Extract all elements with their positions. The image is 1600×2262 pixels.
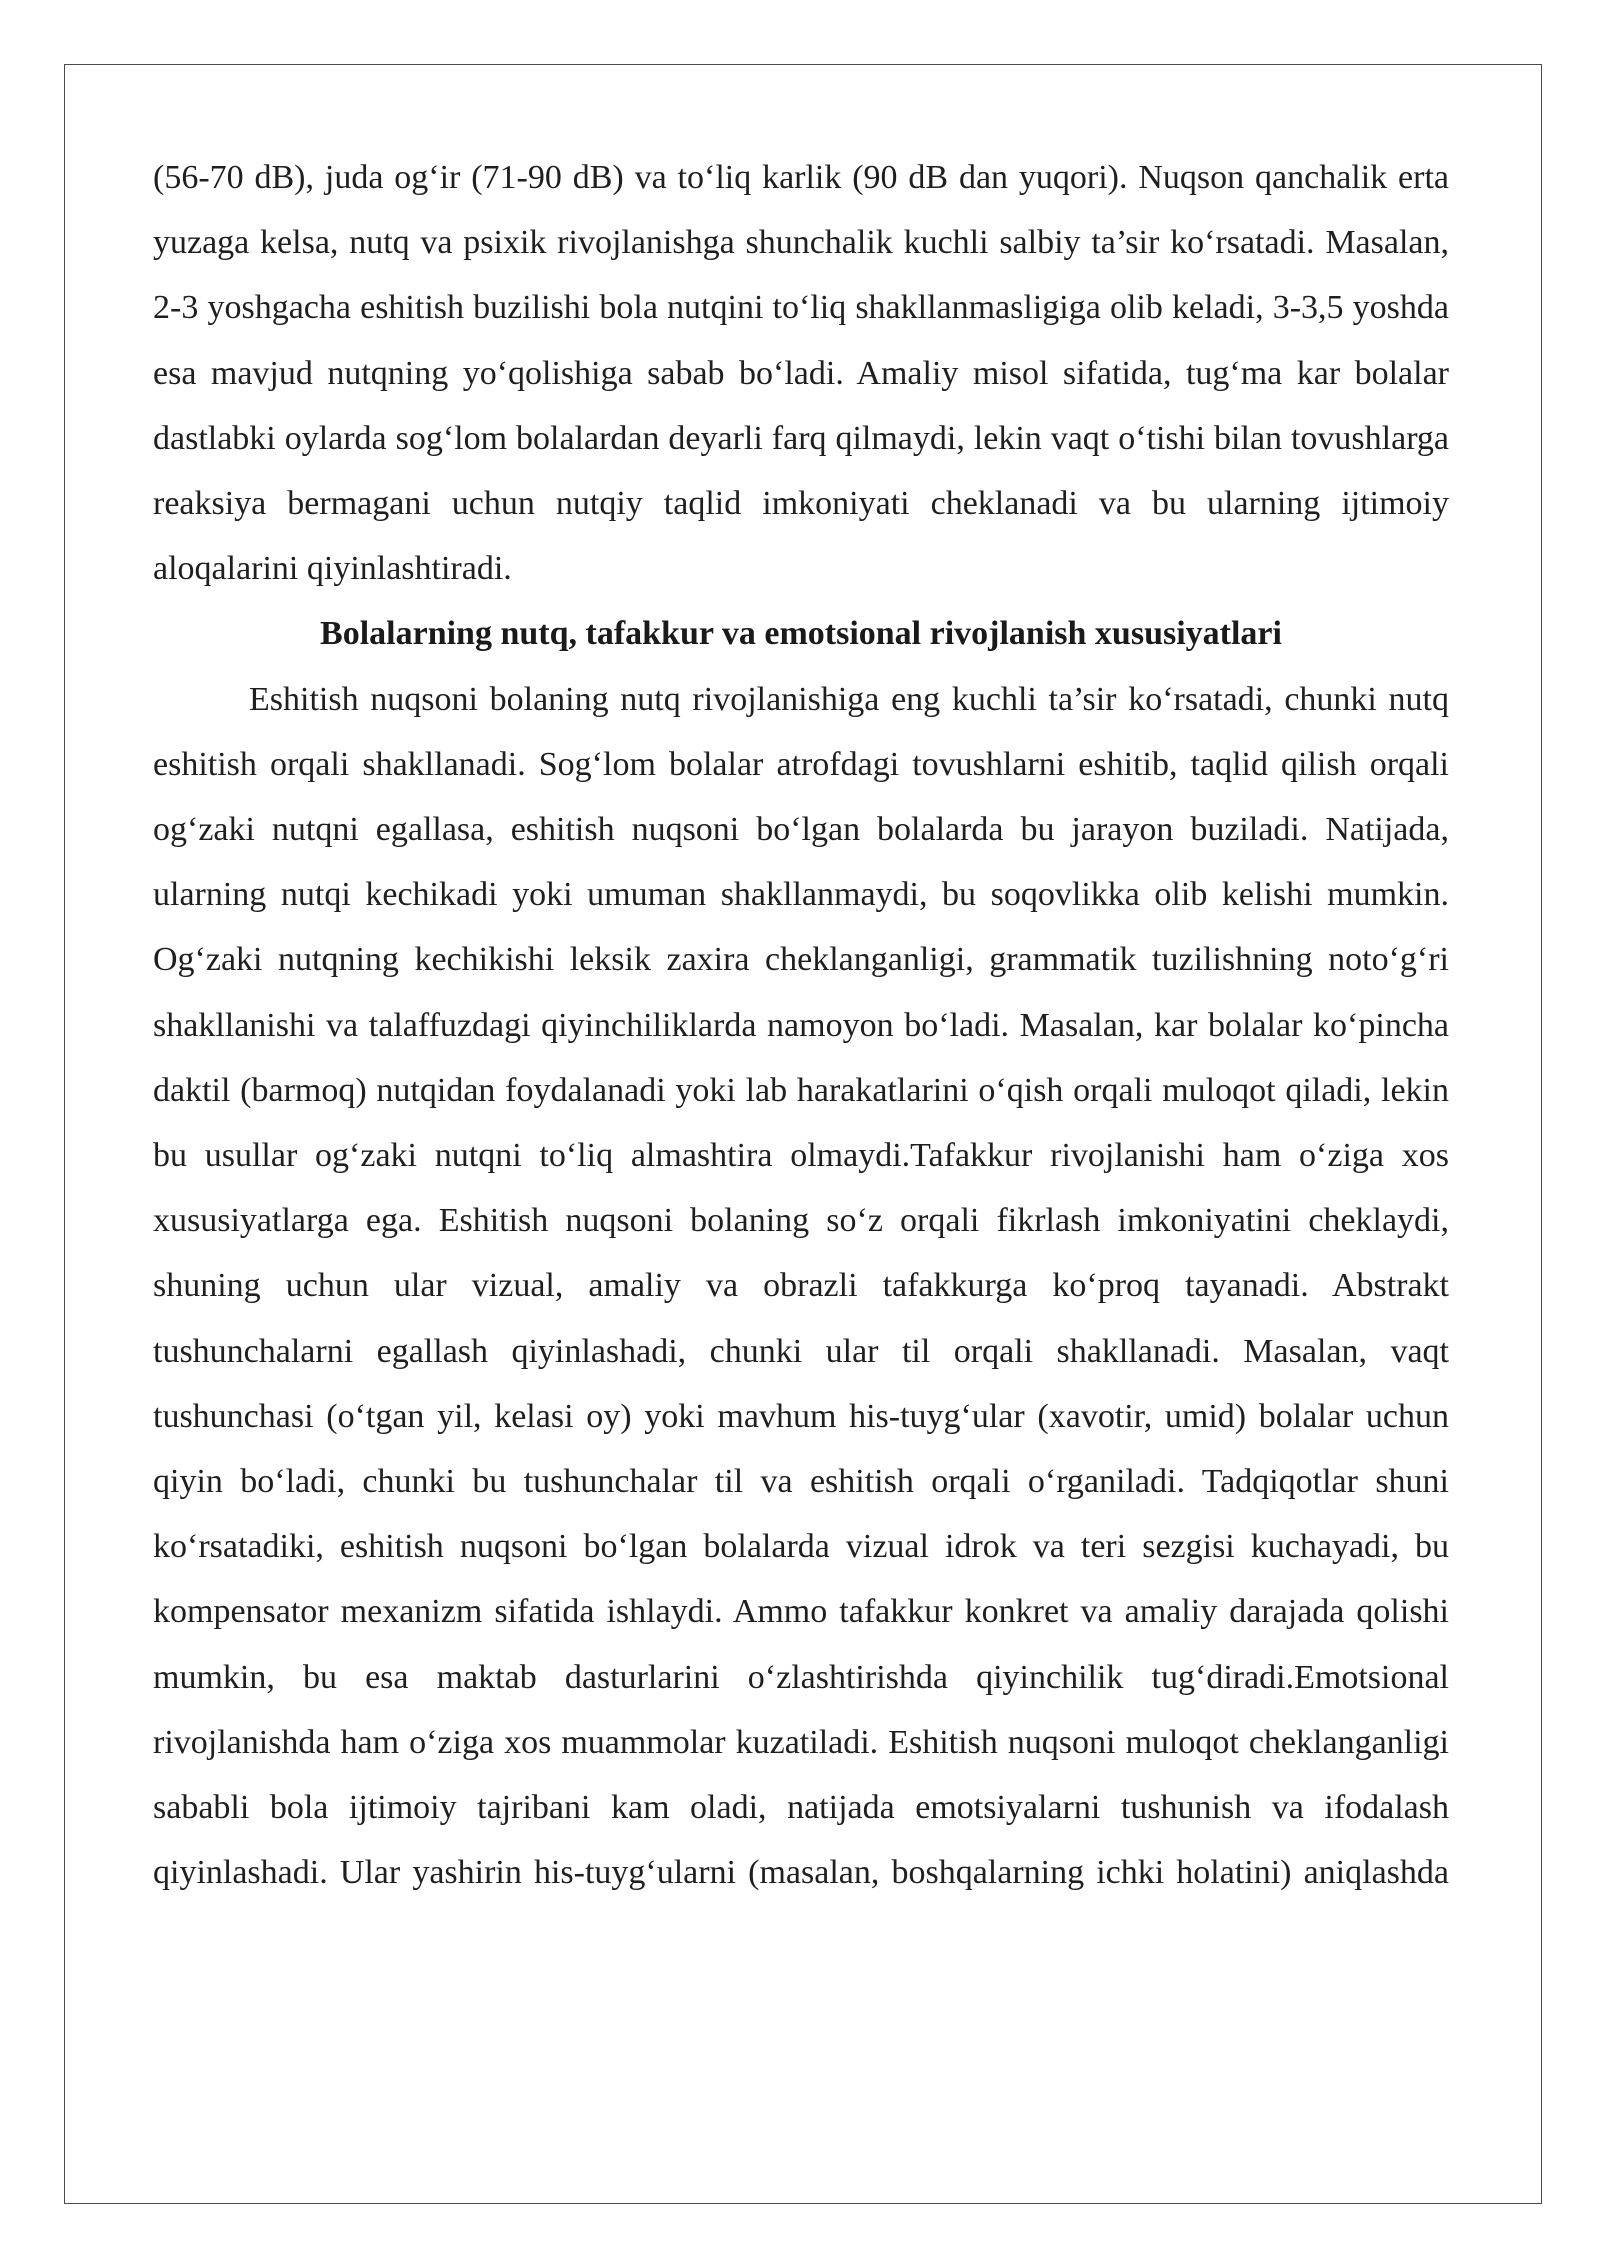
paragraph-intro: (56-70 dB), juda og‘ir (71-90 dB) va to‘liq karlik (90 dB dan yuqori). Nuqson qanchalik erta yuzaga kelsa, nutq va psixik rivojlanishga shunchalik kuchli salbiy ta’sir ko‘rsatadi. Masalan, 2-3 yoshgacha eshitish buzilishi bola nutqini to‘liq shakllanmasligiga olib keladi, 3-3,5 yoshda esa mavjud nutqning yo‘qolishiga sabab bo‘ladi. Amaliy misol sifatida, tug‘ma kar bolalar dastlabki oylarda sog‘lom bolalardan deyarli farq qilmaydi, lekin vaqt o‘tishi bilan tovushlarga reaksiya bermagani uchun nutqiy taqlid imkoniyati cheklanadi va bu ularning ijtimoiy aloqalarini qiyinlashtiradi.: [153, 159, 1449, 588]
paragraph-main: Eshitish nuqsoni bolaning nutq rivojlanishiga eng kuchli ta’sir ko‘rsatadi, chunki nutq eshitish orqali shakllanadi. Sog‘lom bolalar atrofdagi tovushlarni eshitib, taqlid qilish orqali og‘zaki nutqni egallasa, eshitish nuqsoni bo‘lgan bolalarda bu jarayon buziladi. Natijada, ularning nutqi kechikadi yoki umuman shakllanmaydi, bu soqovlikka olib kelishi mumkin. Og‘zaki nutqning kechikishi leksik zaxira cheklanganligi, grammatik tuzilishning noto‘g‘ri shakllanishi va talaffuzdagi qiyinchiliklarda namoyon bo‘ladi. Masalan, kar bolalar ko‘pincha daktil (barmoq) nutqidan foydalanadi yoki lab harakatlarini o‘qish orqali muloqot qiladi, lekin bu usullar og‘zaki nutqni to‘liq almashtira olmaydi.Tafakkur rivojlanishi ham o‘ziga xos xususiyatlarga ega. Eshitish nuqsoni bolaning so‘z orqali fikrlash imkoniyatini cheklaydi, shuning uchun ular vizual, amaliy va obrazli tafakkurga ko‘proq tayanadi. Abstrakt tushunchalarni egallash qiyinlashadi, chunki ular til orqali shakllanadi. Masalan, vaqt tushunchasi (o‘tgan yil, kelasi oy) yoki mavhum his-tuyg‘ular (xavotir, umid) bolalar uchun qiyin bo‘ladi, chunki bu tushunchalar til va eshitish orqali o‘rganiladi. Tadqiqotlar shuni ko‘rsatadiki, eshitish nuqsoni bo‘lgan bolalarda vizual idrok va teri sezgisi kuchayadi, bu kompensator mexanizm sifatida ishlaydi. Ammo tafakkur konkret va amaliy darajada qolishi mumkin, bu esa maktab dasturlarini o‘zlashtirishda qiyinchilik tug‘diradi.Emotsional rivojlanishda ham o‘ziga xos muammolar kuzatiladi. Eshitish nuqsoni muloqot cheklanganligi sababli bola ijtimoiy tajribani kam oladi, natijada emotsiyalarni tushunish va ifodalash qiyinlashadi. Ular yashirin his-tuyg‘ularni (masalan, boshqalarning ichki holatini) aniqlashda: [153, 680, 1449, 1892]
section-heading: Bolalarning nutq, tafakkur va emotsional rivojlanish xususiyatlari: [320, 615, 1282, 653]
document-body: [153, 145, 1449, 1905]
